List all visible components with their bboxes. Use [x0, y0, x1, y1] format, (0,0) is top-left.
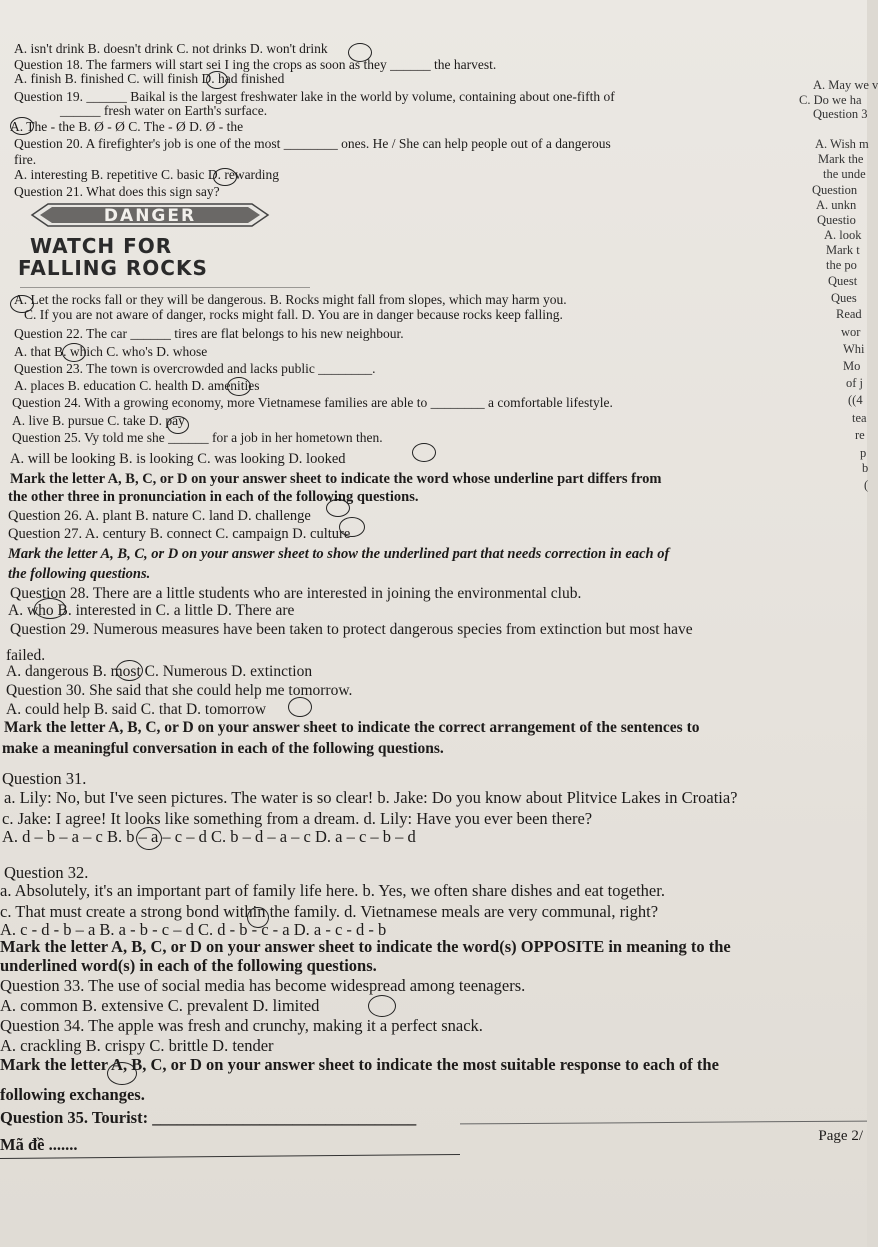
svg-text:DANGER: DANGER: [103, 206, 197, 226]
answer-mark: [339, 517, 365, 537]
text-line: Question 20. A firefighter's job is one of the most ________ ones. He / She can help people out of a dangerous: [14, 136, 611, 151]
answer-mark: [368, 995, 396, 1017]
text-line: A. could help B. said C. that D. tomorrow: [6, 701, 267, 718]
text-line: A. who B. interested in C. a little D. There are: [8, 602, 295, 619]
text-line: Question 25. Vy told me she ______ for a job in her hometown then.: [12, 430, 383, 445]
answer-mark: [247, 907, 269, 928]
text-line: A. crackling B. crispy C. brittle D. tender: [0, 1036, 274, 1055]
text-line: fire.: [14, 152, 37, 167]
cut-off-text: Mark t: [826, 243, 860, 257]
text-line: failed.: [6, 647, 46, 664]
cut-off-text: p: [860, 446, 867, 460]
text-line: make a meaningful conversation in each of the following questions.: [2, 740, 444, 757]
cut-off-text: wor: [841, 325, 861, 339]
cut-off-text: tea: [852, 411, 867, 425]
text-line: A. that B. which C. who's D. whose: [14, 344, 208, 359]
cut-off-text: C. Do we ha: [799, 93, 862, 107]
cut-off-text: (: [864, 478, 869, 492]
text-line: a. Lily: No, but I've seen pictures. The water is so clear! b. Jake: Do you know about Plitvice Lakes in Croatia?: [4, 788, 738, 807]
cut-off-text: of j: [846, 376, 864, 390]
answer-mark: [10, 295, 34, 313]
cut-off-text: A. unkn: [816, 198, 857, 212]
text-line: ______ fresh water on Earth's surface.: [60, 103, 268, 118]
answer-mark: [348, 43, 372, 62]
text-line: A. places B. education C. health D. amenities: [14, 378, 260, 393]
text-line: A. will be looking B. is looking C. was looking D. looked: [10, 451, 346, 467]
text-line: c. That must create a strong bond within the family. d. Vietnamese meals are very communal, right?: [0, 902, 659, 921]
text-line: Question 34. The apple was fresh and crunchy, making it a perfect snack.: [0, 1016, 483, 1035]
text-line: c. Jake: I agree! It looks like something from a dream. d. Lily: Have you ever been there?: [2, 809, 593, 828]
answer-mark: [167, 416, 189, 434]
text-line: A. interesting B. repetitive C. basic D. rewarding: [14, 167, 280, 182]
text-line: following exchanges.: [0, 1085, 145, 1104]
answer-mark: [206, 71, 228, 89]
text-line: Question 23. The town is overcrowded and lacks public ________.: [14, 361, 376, 376]
text-line: Question 35. Tourist: ________________________________: [0, 1108, 417, 1127]
answer-mark: [412, 443, 436, 462]
cut-off-text: b: [862, 461, 869, 475]
text-line: Mã đề .......: [0, 1135, 78, 1154]
page-number: Page 2/: [818, 1128, 863, 1144]
text-line: underlined word(s) in each of the following questions.: [0, 956, 377, 975]
text-line: Question 33. The use of social media has become widespread among teenagers.: [0, 976, 526, 995]
text-line: A. dangerous B. most C. Numerous D. extinction: [6, 663, 313, 680]
cut-off-text: A. Wish m: [815, 137, 869, 151]
text-line: Mark the letter A, B, C, or D on your answer sheet to indicate the word(s) OPPOSITE in meaning to the: [0, 937, 731, 956]
text-line: A. live B. pursue C. take D. pay: [12, 413, 185, 428]
text-line: Mark the letter A, B, C, or D on your answer sheet to indicate the most suitable response to each of the: [0, 1055, 719, 1074]
text-line: Question 29. Numerous measures have been taken to protect dangerous species from extinction but most have: [10, 621, 693, 638]
text-line: A. finish B. finished C. will finish D. had finished: [14, 71, 285, 86]
text-line: a. Absolutely, it's an important part of family life here. b. Yes, we often share dishes and eat together.: [0, 881, 665, 900]
answer-mark: [116, 660, 143, 681]
cut-off-text: Ques: [831, 291, 857, 305]
text-line: C. If you are not aware of danger, rocks might fall. D. You are in danger because rocks keep falling.: [24, 307, 563, 322]
text-line: Question 32.: [4, 863, 89, 882]
text-line: the following questions.: [8, 566, 151, 582]
answer-line: [0, 1154, 460, 1159]
danger-sign-banner: [30, 202, 270, 228]
text-line: the other three in pronunciation in each of the following questions.: [8, 489, 419, 505]
next-page-edge: [799, 0, 878, 700]
cut-off-text: the po: [826, 258, 857, 272]
answer-mark: [326, 499, 350, 517]
text-line: A. c - d - b – a B. a - b - c – d C. d - b - c - a D. a - c - d - b: [0, 920, 387, 939]
cut-off-text: Whi: [843, 342, 865, 356]
text-line: Question 31.: [2, 769, 87, 788]
cut-off-text: Question: [812, 183, 858, 197]
answer-mark: [34, 598, 66, 619]
sign-divider: [20, 287, 310, 288]
cut-off-text: re: [855, 428, 865, 442]
text-line: Question 30. She said that she could help me tomorrow.: [6, 682, 353, 699]
cut-off-text: Questio: [817, 213, 856, 227]
cut-off-text: the unde: [823, 167, 866, 181]
cut-off-text: Read: [836, 307, 862, 321]
text-line: Question 24. With a growing economy, more Vietnamese families are able to ________ a comfortable lifestyle.: [12, 395, 613, 410]
text-line: A. Let the rocks fall or they will be dangerous. B. Rocks might fall from slopes, which may harm you.: [14, 292, 567, 307]
answer-mark: [213, 168, 237, 186]
cut-off-text: ((4: [848, 393, 863, 407]
text-line: Question 28. There are a little students who are interested in joining the environmental club.: [10, 585, 582, 602]
text-line: Question 19. ______ Baikal is the largest freshwater lake in the world by volume, containing about one-fifth of: [14, 89, 615, 104]
cut-off-text: Quest: [828, 274, 858, 288]
answer-mark: [10, 117, 34, 135]
sign-line-1: WATCH FOR: [30, 234, 173, 258]
text-line: Question 22. The car ______ tires are flat belongs to his new neighbour.: [14, 326, 404, 341]
answer-mark: [288, 697, 312, 717]
answer-mark: [136, 827, 162, 850]
answer-mark: [227, 377, 251, 396]
text-line: A. isn't drink B. doesn't drink C. not drinks D. won't drink: [14, 41, 328, 56]
answer-mark: [107, 1062, 137, 1085]
text-line: Mark the letter A, B, C, or D on your answer sheet to indicate the correct arrangement of the sentences to: [4, 719, 700, 736]
answer-mark: [62, 343, 86, 362]
cut-off-text: Mo: [843, 359, 861, 373]
text-line: Mark the letter A, B, C, or D on your answer sheet to show the underlined part that needs correction in each of: [8, 546, 670, 562]
text-line: A. The - the B. Ø - Ø C. The - Ø D. Ø - the: [10, 119, 244, 134]
text-line: Question 27. A. century B. connect C. campaign D. culture: [8, 526, 351, 542]
text-line: Question 21. What does this sign say?: [14, 184, 220, 199]
page-edge-line: [460, 1121, 867, 1125]
text-line: Mark the letter A, B, C, or D on your answer sheet to indicate the word whose underline part differs from: [10, 471, 662, 487]
cut-off-text: Mark the: [818, 152, 864, 166]
warning-sign-text: [18, 236, 208, 279]
cut-off-text: A. May we v: [813, 78, 878, 92]
text-line: A. d – b – a – c B. b – a – c – d C. b – d – a – c D. a – c – b – d: [2, 827, 416, 846]
text-line: A. common B. extensive C. prevalent D. limited: [0, 996, 320, 1015]
text-line: Question 26. A. plant B. nature C. land D. challenge: [8, 508, 311, 524]
text-line: Question 18. The farmers will start sei I ing the crops as soon as they ______ the harvest.: [14, 57, 497, 72]
cut-off-text: Question 3: [813, 107, 868, 121]
sign-line-2: FALLING ROCKS: [18, 255, 208, 280]
cut-off-text: A. look: [824, 228, 862, 242]
